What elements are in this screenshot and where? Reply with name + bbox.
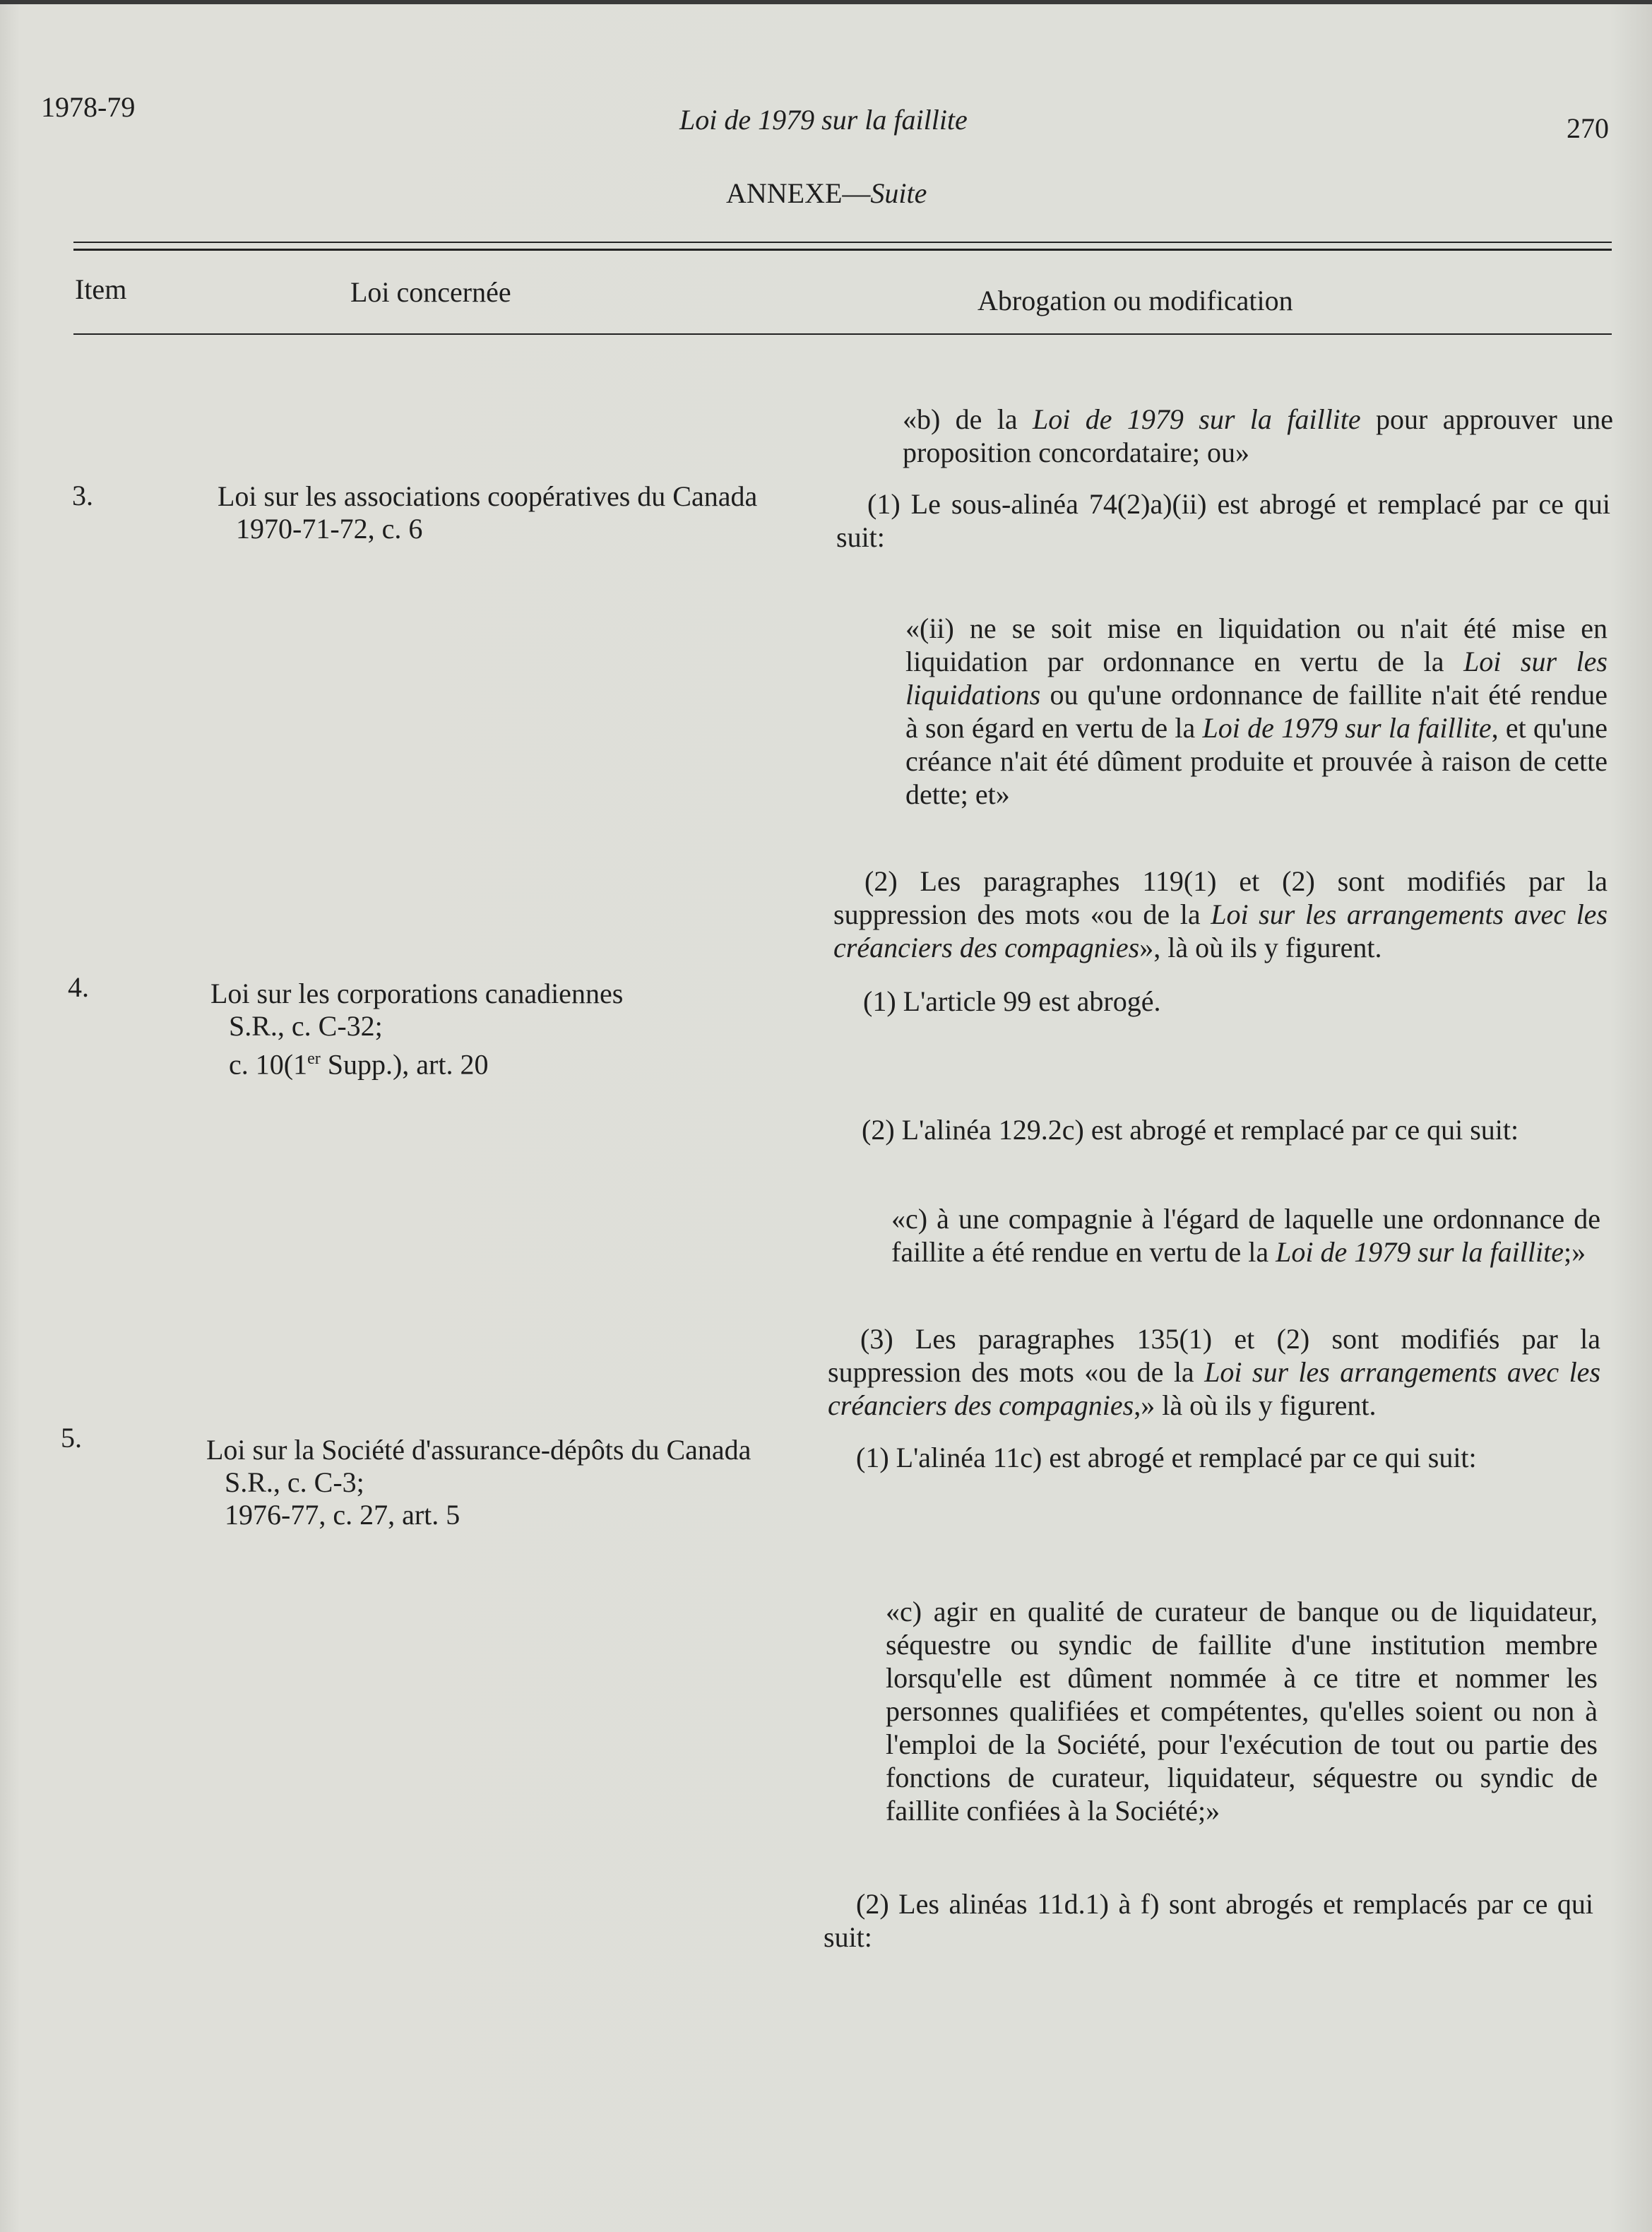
quoted-text-5-c: «c) agir en qualité de curateur de banque ou de liquidateur, séquestre ou syndic de faillite d'une institution membre lorsqu'elle est dûment nommée à ce titre et nommer les personnes qualifiées et compétentes, qu'elles soient ou non à l'emploi de la Société, pour l'exécution de tout ou partie des fonctions de curateur, liquidateur, séquestre ou syndic de faillite confiées à la Société;» [886, 1596, 1598, 1827]
act-name: Loi sur les corporations canadiennes [210, 978, 624, 1009]
act-name: Loi sur les associations coopératives du Canada [218, 480, 758, 512]
header-title: Loi de 1979 sur la faillite [679, 104, 968, 136]
amendment-5-1: (1) L'alinéa 11c) est abrogé et remplacé par ce qui suit: [856, 1442, 1477, 1473]
act-entry [206, 1434, 792, 1531]
act-citation: 1976-77, c. 27, art. 5 [225, 1499, 460, 1531]
quoted-text-4-c: «c) à une compagnie à l'égard de laquelle une ordonnance de faillite a été rendue en vertu de la Loi de 1979 sur la faillite;» [891, 1203, 1600, 1268]
quoted-text-3-ii: «(ii) ne se soit mise en liquidation ou n'ait été mise en liquidation par ordonnance en vertu de la Loi sur les liquidations ou qu'une ordonnance de faillite n'ait été rendue à son égard en vertu de la Loi de 1979 sur la faillite, et qu'une créance n'ait été dûment produite et prouvée à raison de cette dette; et» [905, 612, 1608, 810]
amendment-3-1: (1) Le sous-alinéa 74(2)a)(ii) est abrogé et remplacé par ce qui suit: [836, 488, 1610, 553]
act-entry [218, 480, 804, 545]
amendment-4-3: (3) Les paragraphes 135(1) et (2) sont modifiés par la suppression des mots «ou de la Loi sur les arrangements avec les créanciers des compagnies,» là où ils y figurent. [828, 1323, 1601, 1421]
table-header-rule [73, 333, 1612, 335]
column-header-amendment: Abrogation ou modification [977, 285, 1293, 316]
column-header-act: Loi concernée [350, 276, 511, 308]
item-number: 5. [61, 1422, 82, 1454]
act-name: Loi sur la Société d'assurance-dépôts du Canada [206, 1434, 751, 1466]
act-entry [210, 978, 797, 1081]
amendment-3-2: (2) Les paragraphes 119(1) et (2) sont modifiés par la suppression des mots «ou de la Loi sur les arrangements avec les créanciers des compagnies», là où ils y figurent. [833, 865, 1608, 963]
table-top-rule [73, 242, 1612, 243]
item-number: 3. [72, 480, 93, 511]
page-number: 270 [1567, 112, 1609, 144]
column-header-item: Item [75, 273, 127, 305]
amendment-4-1: (1) L'article 99 est abrogé. [863, 985, 1161, 1017]
act-citation: S.R., c. C-32; [229, 1010, 383, 1042]
item-number: 4. [68, 971, 89, 1003]
act-citation: S.R., c. C-3; [225, 1466, 364, 1498]
act-citation: c. 10(1er Supp.), art. 20 [229, 1048, 489, 1081]
schedule-heading: ANNEXE—Suite [726, 177, 927, 209]
header-year: 1978-79 [41, 91, 136, 123]
table-top-rule-double [73, 249, 1612, 251]
amendment-4-2: (2) L'alinéa 129.2c) est abrogé et remplacé par ce qui suit: [862, 1114, 1519, 1146]
paragraph-b-quote: «b) de la Loi de 1979 sur la faillite pour approuver une proposition concordataire; ou» [903, 403, 1613, 468]
act-citation: 1970-71-72, c. 6 [236, 513, 423, 545]
page-top-edge [0, 0, 1652, 4]
amendment-5-2: (2) Les alinéas 11d.1) à f) sont abrogés et remplacés par ce qui suit: [824, 1888, 1593, 1953]
